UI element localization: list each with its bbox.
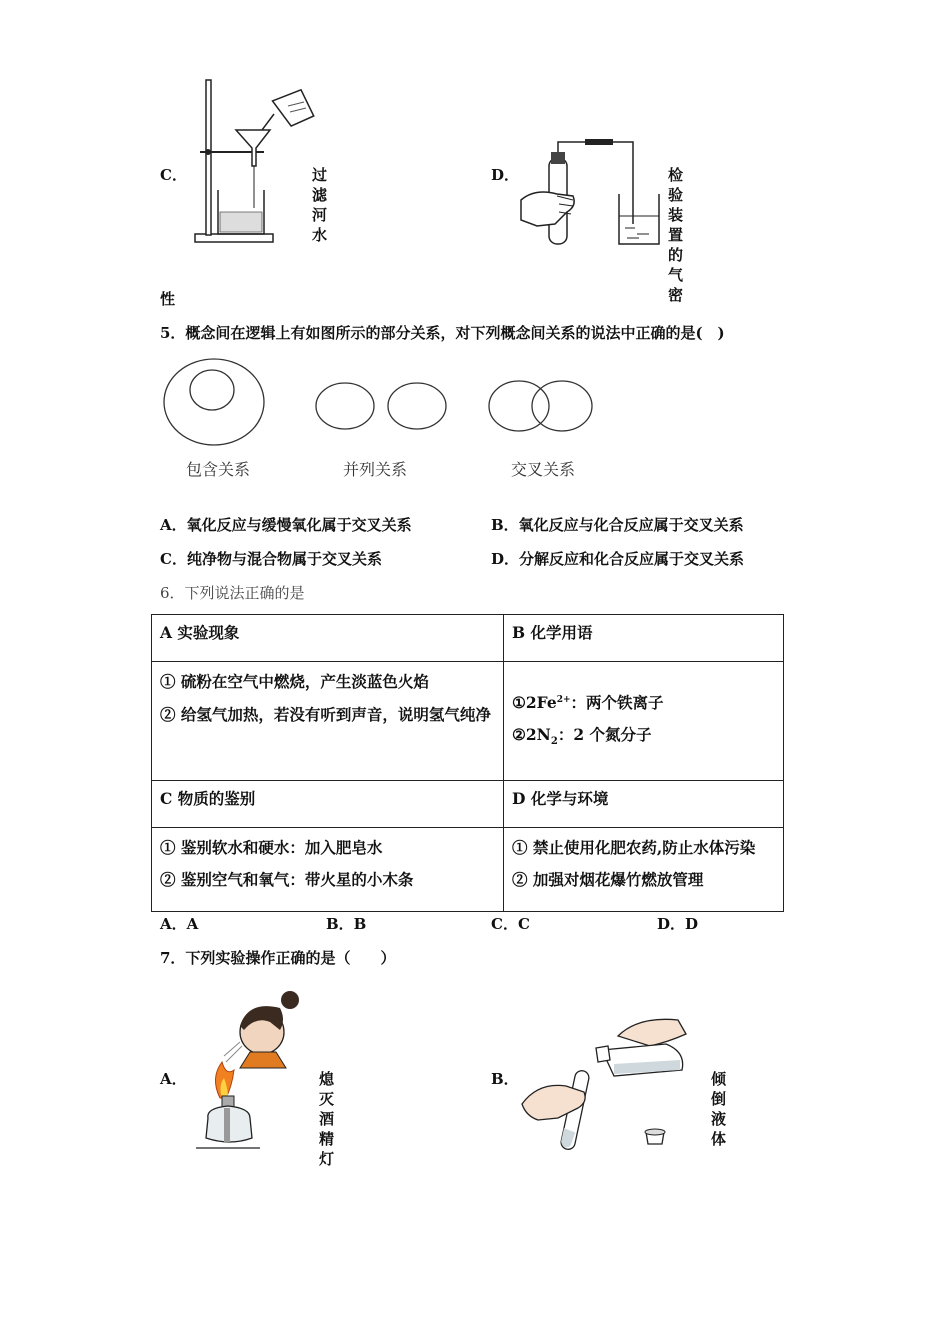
cell-b-body — [504, 662, 784, 781]
filtration-apparatus-figure — [190, 78, 320, 246]
a-line-2: ② 给氢气加热，若没有听到声音，说明氢气纯净 — [160, 705, 491, 724]
q6-option-b: B．B — [326, 915, 367, 933]
airtightness-test-figure — [515, 136, 665, 248]
containment-outer-circle — [164, 359, 264, 445]
q6-option-a: A．A — [160, 915, 199, 933]
cell-a-head: A 实验现象 — [152, 615, 504, 662]
d-line-1: ① 禁止使用化肥农药,防止水体污染 — [512, 838, 756, 857]
q7-a-letter: A． — [160, 1070, 187, 1088]
concept-relation-diagrams — [150, 352, 610, 484]
intersect-circle-right — [532, 381, 592, 431]
q4-d-caption-continued: 性 — [160, 290, 176, 308]
cell-d-body — [504, 828, 784, 912]
label-containment: 包含关系 — [185, 460, 251, 479]
cell-d-head: D 化学与环境 — [504, 781, 784, 828]
parallel-circle-left — [316, 383, 374, 429]
q5-option-a: A．氧化反应与缓慢氧化属于交叉关系 — [160, 516, 412, 534]
label-parallel: 并列关系 — [342, 460, 408, 479]
parallel-circle-right — [388, 383, 446, 429]
a-line-1: ① 硫粉在空气中燃烧，产生淡蓝色火焰 — [160, 672, 429, 691]
q7-a-caption: 熄灭酒精灯 — [319, 1070, 335, 1168]
c-line-1: ① 鉴别软水和硬水：加入肥皂水 — [160, 838, 383, 857]
q5-option-d: D．分解反应和化合反应属于交叉关系 — [491, 550, 745, 568]
cell-b-head: B 化学用语 — [504, 615, 784, 662]
q7-stem: 7．下列实验操作正确的是（ ） — [160, 949, 396, 967]
containment-inner-circle — [190, 370, 234, 410]
q6-option-d: D．D — [657, 915, 699, 933]
cell-c-head: C 物质的鉴别 — [152, 781, 504, 828]
q6-table — [151, 614, 784, 912]
q6-stem: 6．下列说法正确的是 — [160, 584, 305, 602]
q7-b-letter: B． — [491, 1070, 519, 1088]
c-line-2: ② 鉴别空气和氧气：带火星的小木条 — [160, 870, 414, 889]
blow-out-alcohol-lamp-figure — [190, 986, 310, 1154]
q4-d-letter: D． — [491, 166, 520, 184]
pour-liquid-figure — [518, 1012, 698, 1154]
q5-stem: 5．概念间在逻辑上有如图所示的部分关系，对下列概念间关系的说法中正确的是( ) — [160, 324, 725, 342]
q4-d-caption: 检验装置的气密 — [668, 166, 684, 304]
q6-option-c: C．C — [491, 915, 530, 933]
q5-option-b: B．氧化反应与化合反应属于交叉关系 — [491, 516, 744, 534]
cell-a-body — [152, 662, 504, 781]
q7-b-caption: 倾倒液体 — [711, 1070, 727, 1148]
b-line-1: $①2Fe^{2+}$：两个铁离子 — [512, 693, 664, 713]
q4-c-caption: 过滤河水 — [312, 166, 328, 244]
label-intersection: 交叉关系 — [510, 460, 576, 479]
d-line-2: ② 加强对烟花爆竹燃放管理 — [512, 870, 704, 889]
b-line-2: $②2N_2$：2 个氮分子 — [512, 725, 652, 748]
q4-c-letter: C． — [160, 166, 187, 184]
q5-option-c: C．纯净物与混合物属于交叉关系 — [160, 550, 382, 568]
cell-c-body — [152, 828, 504, 912]
